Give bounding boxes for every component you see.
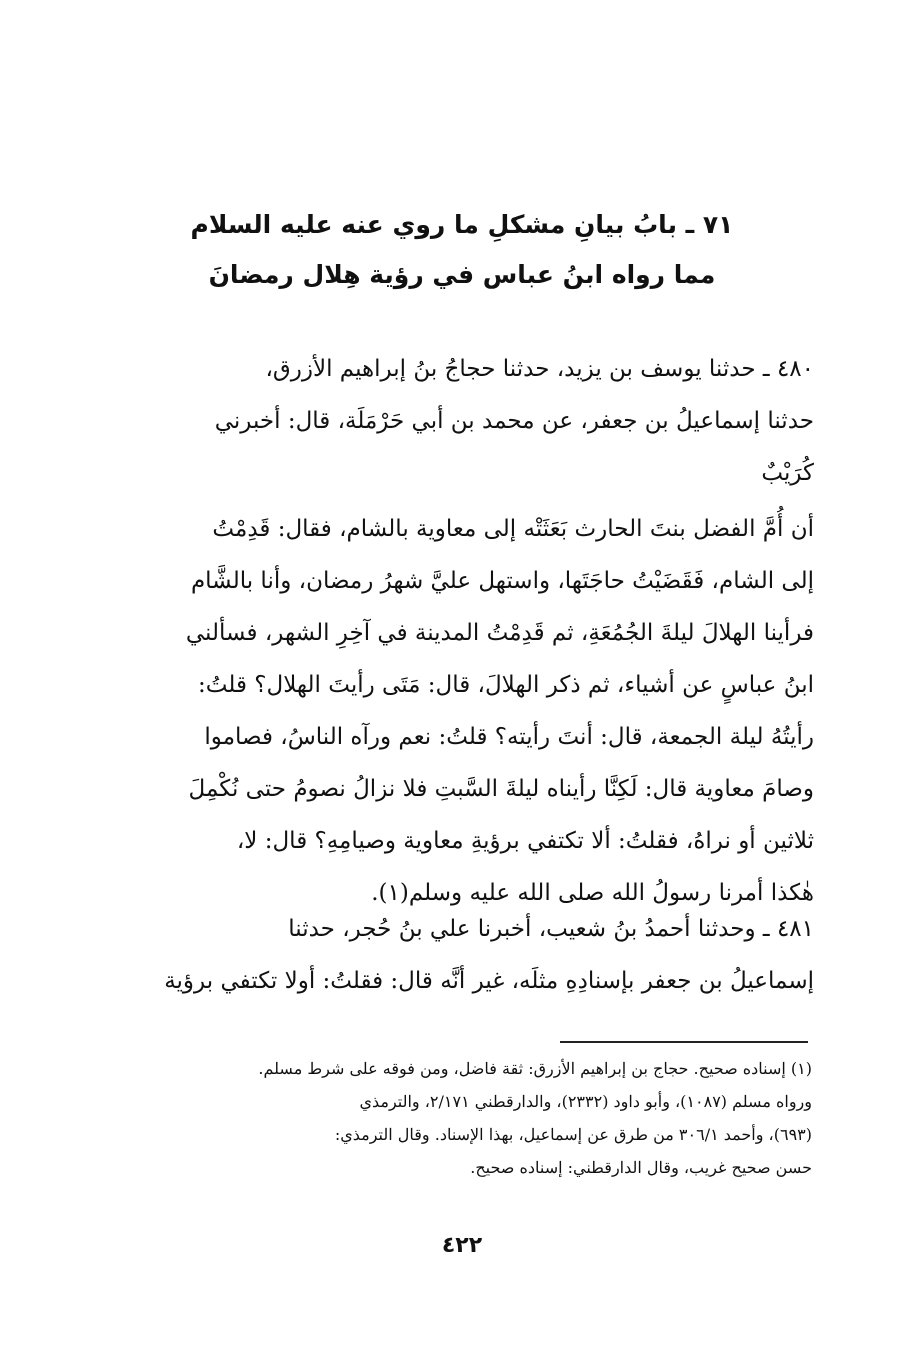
- footnote-line: (١) إسناده صحيح. حجاج بن إبراهيم الأزرق: ثقة فاضل، ومن فوقه على شرط مسلم.: [258, 1059, 812, 1078]
- text-line: هٰكذا أمرنا رسولُ الله صلى الله عليه وسلم(١).: [371, 880, 814, 906]
- footnote-line: (٦٩٣)، وأحمد ٣٠٦/١ من طرق عن إسماعيل، بهذا الإسناد. وقال الترمذي:: [334, 1125, 812, 1144]
- chapter-heading-line-2: مما رواه ابنُ عباس في رؤية هِلال رمضانَ: [208, 260, 716, 289]
- text-line: أن أُمَّ الفضل بنتَ الحارث بَعَثَتْه إلى معاوية بالشام، فقال: قَدِمْتُ: [212, 516, 814, 542]
- footnotes: [112, 1052, 812, 1184]
- footnote-line: حسن صحيح غريب، وقال الدارقطني: إسناده صحيح.: [470, 1158, 812, 1177]
- chapter-heading: [120, 200, 804, 300]
- hadith-480-isnad: [110, 343, 814, 499]
- text-line: إلى الشام، فَقَضَيْتُ حاجَتَها، واستهل عليَّ شهرُ رمضان، وأنا بالشَّام: [190, 568, 814, 594]
- hadith-480-matn: [110, 503, 814, 919]
- footnote-line: ورواه مسلم (١٠٨٧)، وأبو داود (٢٣٣٢)، والدارقطني ٢/١٧١، والترمذي: [359, 1092, 812, 1111]
- page-number: ٤٢٢: [441, 1233, 483, 1258]
- chapter-heading-line-1: ٧١ ـ بابُ بيانِ مشكلِ ما روي عنه عليه السلام: [190, 210, 734, 239]
- text-line: كُرَيْبٌ: [761, 460, 814, 486]
- text-line: حدثنا إسماعيلُ بن جعفر، عن محمد بن أبي حَرْمَلَة، قال: أخبرني: [214, 408, 814, 434]
- text-line: فرأينا الهلالَ ليلةَ الجُمُعَةِ، ثم قَدِمْتُ المدينة في آخِرِ الشهر، فسألني: [185, 620, 814, 646]
- text-line: ابنُ عباسٍ عن أشياء، ثم ذكر الهلالَ، قال: مَتَى رأيتَ الهلال؟ قلتُ:: [198, 672, 814, 698]
- text-line: إسماعيلُ بن جعفر بإسنادِهِ مثلَه، غير أنَّه قال: فقلتُ: أولا تكتفي برؤية: [164, 968, 814, 994]
- text-line: ٤٨٠ ـ حدثنا يوسف بن يزيد، حدثنا حجاجُ بنُ إبراهيم الأزرق،: [265, 356, 814, 382]
- text-line: رأيتُهُ ليلة الجمعة، قال: أنتَ رأيته؟ قلتُ: نعم ورآه الناسُ، فصاموا: [204, 724, 814, 750]
- text-line: ثلاثين أو نراهُ، فقلتُ: ألا تكتفي برؤيةِ معاوية وصيامِهِ؟ قال: لا،: [236, 828, 814, 854]
- text-line: وصامَ معاوية قال: لَكِنَّا رأيناه ليلةَ السَّبتِ فلا نزالُ نصومُ حتى نُكْمِلَ: [188, 776, 814, 802]
- footnote-separator: [560, 1041, 808, 1043]
- hadith-481: [110, 903, 814, 1007]
- text-line: ٤٨١ ـ وحدثنا أحمدُ بنُ شعيب، أخبرنا علي بنُ حُجر، حدثنا: [288, 916, 814, 942]
